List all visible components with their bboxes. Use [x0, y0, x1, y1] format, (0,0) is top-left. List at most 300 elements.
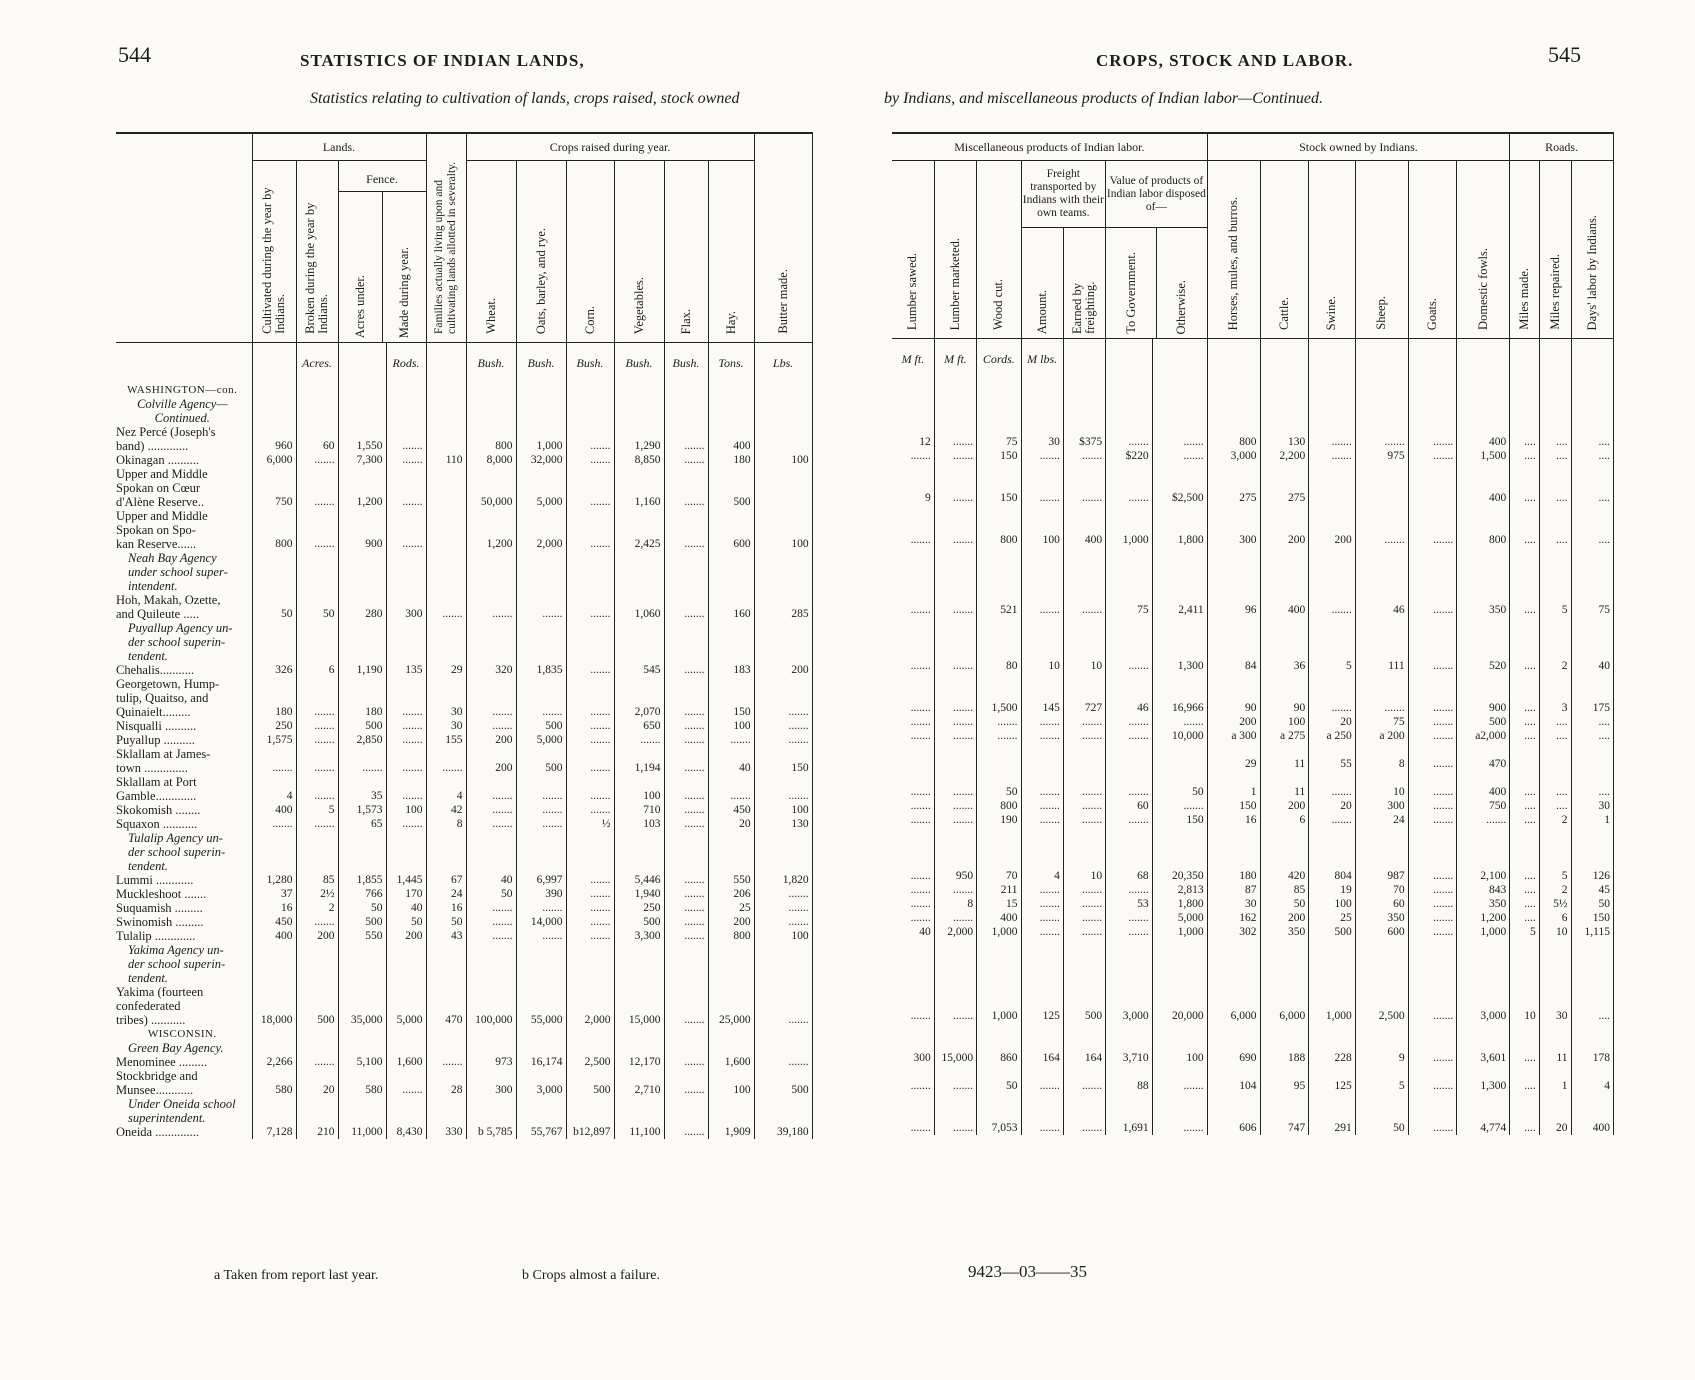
table-cell: ....... — [1309, 449, 1356, 463]
table-row — [116, 551, 812, 593]
table-cell: 65 — [338, 817, 386, 831]
table-cell — [977, 393, 1021, 421]
table-cell: 1,600 — [386, 1055, 426, 1069]
table-cell: ....... — [892, 799, 934, 813]
table-cell — [1207, 1037, 1260, 1051]
table-cell — [1510, 827, 1540, 869]
table-cell — [664, 1097, 708, 1125]
table-cell — [708, 1041, 754, 1055]
table-cell: 1,300 — [1152, 659, 1207, 673]
table-row — [116, 509, 812, 551]
table-cell: ....... — [664, 985, 708, 1027]
table-cell: ....... — [566, 915, 614, 929]
table-cell: 6 — [1539, 911, 1571, 925]
table-row — [892, 673, 1614, 715]
miles-repaired-header: Miles repaired. — [1539, 161, 1571, 339]
table-cell: 18,000 — [252, 985, 296, 1027]
table-cell: ....... — [664, 467, 708, 509]
table-cell: 200 — [1309, 505, 1356, 547]
table-row — [116, 831, 812, 873]
table-cell: 2,100 — [1457, 869, 1510, 883]
table-cell: 100 — [1021, 505, 1063, 547]
table-cell: ....... — [934, 1121, 976, 1135]
table-cell: ....... — [1021, 771, 1063, 799]
table-cell: .... — [1571, 421, 1613, 449]
table-cell: ....... — [426, 1055, 466, 1069]
table-cell: 20,000 — [1152, 981, 1207, 1023]
table-cell: 2,500 — [566, 1055, 614, 1069]
table-row — [892, 813, 1614, 827]
table-cell — [1408, 379, 1457, 393]
table-cell — [1021, 379, 1063, 393]
unit-cell — [1510, 339, 1540, 380]
table-cell: ....... — [1021, 463, 1063, 505]
table-cell: 400 — [1260, 589, 1309, 617]
table-cell: .... — [1539, 421, 1571, 449]
table-cell: ....... — [386, 467, 426, 509]
fence-group — [338, 161, 426, 343]
table-cell: ....... — [516, 929, 566, 943]
table-cell: 85 — [296, 873, 338, 887]
table-cell: ....... — [1106, 729, 1153, 743]
table-cell: 2,070 — [614, 677, 664, 719]
table-cell: 162 — [1207, 911, 1260, 925]
table-cell: 275 — [1260, 463, 1309, 505]
table-cell: ....... — [296, 453, 338, 467]
table-row — [116, 1055, 812, 1069]
table-cell: 470 — [1457, 743, 1510, 771]
table-cell: .... — [1510, 799, 1540, 813]
row-label: Puyallup .......... — [116, 733, 252, 747]
table-cell: 100 — [754, 929, 812, 943]
table-cell — [1571, 393, 1613, 421]
table-cell — [1408, 827, 1457, 869]
table-cell: ....... — [566, 719, 614, 733]
table-cell — [614, 621, 664, 663]
table-cell — [1260, 939, 1309, 981]
table-cell: 50 — [1260, 897, 1309, 911]
table-cell: 2½ — [296, 887, 338, 901]
table-cell: ....... — [934, 449, 976, 463]
table-cell: ....... — [566, 803, 614, 817]
table-cell — [1063, 1023, 1105, 1037]
table-cell: ....... — [1063, 813, 1105, 827]
table-cell — [754, 1097, 812, 1125]
table-cell — [338, 1097, 386, 1125]
table-row — [892, 1121, 1614, 1135]
table-cell — [1152, 547, 1207, 589]
table-cell — [754, 551, 812, 593]
unit-cell — [1309, 339, 1356, 380]
table-cell: ....... — [296, 915, 338, 929]
table-cell: ....... — [934, 813, 976, 827]
to-government-header: To Government. — [1106, 228, 1157, 338]
table-cell: 80 — [977, 659, 1021, 673]
row-label: Georgetown, Hump- tulip, Quaitso, and Quinaielt......... — [116, 677, 252, 719]
table-cell — [664, 831, 708, 873]
table-cell — [516, 1027, 566, 1041]
table-cell: 6 — [1260, 813, 1309, 827]
table-row — [116, 873, 812, 887]
table-cell: 4 — [252, 775, 296, 803]
row-label: Hoh, Makah, Ozette, and Quileute ..... — [116, 593, 252, 621]
table-cell: ....... — [1309, 813, 1356, 827]
table-cell: 500 — [754, 1069, 812, 1097]
table-cell: .... — [1539, 715, 1571, 729]
table-row — [116, 383, 812, 397]
table-cell — [1309, 1037, 1356, 1051]
table-cell: 8 — [426, 817, 466, 831]
row-label: Muckleshoot ....... — [116, 887, 252, 901]
table-cell: 100 — [1152, 1051, 1207, 1065]
row-label: Skokomish ........ — [116, 803, 252, 817]
table-cell: ....... — [386, 733, 426, 747]
table-cell: .... — [1571, 505, 1613, 547]
table-cell — [1510, 379, 1540, 393]
table-cell: ....... — [566, 901, 614, 915]
table-cell: 35,000 — [338, 985, 386, 1027]
table-cell: ....... — [664, 663, 708, 677]
table-cell: 400 — [1063, 505, 1105, 547]
unit-cell: Tons. — [708, 343, 754, 384]
table-cell: ....... — [566, 509, 614, 551]
table-cell: ....... — [1408, 981, 1457, 1023]
table-cell: .... — [1510, 729, 1540, 743]
table-cell: 7,300 — [338, 453, 386, 467]
hay-header: Hay. — [708, 161, 754, 343]
table-cell — [1510, 617, 1540, 659]
table-cell: ....... — [1408, 743, 1457, 771]
table-cell: 5 — [296, 803, 338, 817]
table-cell: 500 — [708, 467, 754, 509]
table-cell — [934, 743, 976, 771]
table-cell: 1 — [1571, 813, 1613, 827]
table-cell: ....... — [566, 677, 614, 719]
table-cell — [1539, 617, 1571, 659]
table-cell: ....... — [664, 593, 708, 621]
table-cell: 606 — [1207, 1121, 1260, 1135]
swine-header: Swine. — [1309, 161, 1356, 339]
table-cell — [466, 1097, 516, 1125]
table-cell — [252, 551, 296, 593]
table-cell: ....... — [252, 817, 296, 831]
table-cell — [1355, 379, 1408, 393]
table-cell: 10 — [1355, 771, 1408, 799]
table-cell: 40 — [708, 747, 754, 775]
table-cell — [1152, 393, 1207, 421]
table-cell: 750 — [252, 467, 296, 509]
table-cell: ....... — [566, 467, 614, 509]
table-cell: a 300 — [1207, 729, 1260, 743]
table-cell: ....... — [892, 869, 934, 883]
table-cell — [566, 1027, 614, 1041]
table-cell: 500 — [566, 1069, 614, 1097]
table-cell: ....... — [664, 803, 708, 817]
table-cell: 275 — [1207, 463, 1260, 505]
table-row — [116, 1041, 812, 1055]
goats-header: Goats. — [1408, 161, 1457, 339]
table-cell: ....... — [934, 1065, 976, 1093]
table-cell: 2,200 — [1260, 449, 1309, 463]
table-cell: ....... — [1063, 1121, 1105, 1135]
table-cell: ....... — [426, 747, 466, 775]
table-cell: 87 — [1207, 883, 1260, 897]
table-cell: ....... — [977, 729, 1021, 743]
table-cell: ....... — [1408, 799, 1457, 813]
table-cell: 35 — [338, 775, 386, 803]
row-label: Upper and Middle Spokan on Cœur d'Alène Reserve.. — [116, 467, 252, 509]
lands-group-header: Lands. — [252, 133, 426, 161]
table-cell: 1,800 — [1152, 505, 1207, 547]
row-label: Neah Bay Agency under school super- intendent. — [116, 551, 252, 593]
unit-cell: M ft. — [892, 339, 934, 380]
table-cell: 400 — [1571, 1121, 1613, 1135]
table-cell: ....... — [1106, 883, 1153, 897]
table-cell: .... — [1510, 505, 1540, 547]
table-row — [892, 393, 1614, 421]
table-cell: 8,000 — [466, 453, 516, 467]
table-cell — [516, 383, 566, 397]
cultivated-header: Cultivated during the year by Indians. — [252, 161, 296, 343]
table-cell: 100 — [708, 719, 754, 733]
row-label: Menominee ......... — [116, 1055, 252, 1069]
table-cell — [1571, 1093, 1613, 1121]
row-label: Tulalip Agency un- der school superin- tendent. — [116, 831, 252, 873]
table-cell: 4 — [1021, 869, 1063, 883]
table-cell: ....... — [664, 817, 708, 831]
table-cell: 55,000 — [516, 985, 566, 1027]
table-row — [892, 715, 1614, 729]
table-cell: ....... — [754, 901, 812, 915]
table-cell: 747 — [1260, 1121, 1309, 1135]
table-cell: ....... — [1106, 659, 1153, 673]
table-cell: ....... — [566, 747, 614, 775]
table-cell — [754, 467, 812, 509]
table-cell: 5,000 — [386, 985, 426, 1027]
table-cell: ....... — [516, 817, 566, 831]
table-cell: .... — [1510, 869, 1540, 883]
table-cell — [1106, 743, 1153, 771]
table-cell — [516, 943, 566, 985]
table-cell — [252, 397, 296, 425]
table-cell — [1510, 1037, 1540, 1051]
table-row — [892, 883, 1614, 897]
table-cell: ....... — [892, 883, 934, 897]
table-cell: 75 — [977, 421, 1021, 449]
table-cell — [1408, 547, 1457, 589]
table-cell: 350 — [1457, 897, 1510, 911]
table-cell — [934, 1093, 976, 1121]
table-cell: ....... — [977, 715, 1021, 729]
table-cell: 50 — [977, 1065, 1021, 1093]
table-cell: 580 — [252, 1069, 296, 1097]
table-cell — [1457, 617, 1510, 659]
table-cell — [1457, 547, 1510, 589]
table-cell: 2,000 — [566, 985, 614, 1027]
table-cell — [1510, 1023, 1540, 1037]
table-row — [116, 467, 812, 509]
table-cell: ....... — [1021, 1121, 1063, 1135]
table-cell — [252, 621, 296, 663]
table-row — [116, 1097, 812, 1125]
table-cell: ....... — [1021, 715, 1063, 729]
table-cell: 50 — [338, 901, 386, 915]
table-cell: 400 — [1457, 463, 1510, 505]
table-cell: ....... — [1021, 799, 1063, 813]
table-cell: ....... — [1152, 449, 1207, 463]
table-row — [892, 1093, 1614, 1121]
table-cell: 5,000 — [1152, 911, 1207, 925]
table-cell — [296, 383, 338, 397]
table-cell: ....... — [1408, 911, 1457, 925]
table-cell: ½ — [566, 817, 614, 831]
table-cell: ....... — [566, 873, 614, 887]
table-cell — [426, 383, 466, 397]
table-cell: 200 — [296, 929, 338, 943]
table-cell: ....... — [664, 733, 708, 747]
table-row — [892, 827, 1614, 869]
table-cell: 50 — [1571, 897, 1613, 911]
table-cell: 350 — [1355, 911, 1408, 925]
table-cell: ....... — [1408, 813, 1457, 827]
table-cell — [1021, 743, 1063, 771]
value-group — [1106, 161, 1208, 339]
table-row — [116, 425, 812, 453]
unit-cell: Acres. — [296, 343, 338, 384]
table-cell — [1207, 827, 1260, 869]
roads-group-header: Roads. — [1510, 133, 1614, 161]
table-cell: 1,691 — [1106, 1121, 1153, 1135]
row-label: WASHINGTON—con. — [116, 383, 252, 397]
table-cell: ....... — [664, 775, 708, 803]
table-cell: 400 — [1457, 771, 1510, 799]
unit-cell — [1106, 339, 1153, 380]
table-cell: 3,000 — [516, 1069, 566, 1097]
table-cell: ....... — [664, 915, 708, 929]
table-cell: 2 — [1539, 659, 1571, 673]
table-cell: 5,000 — [516, 733, 566, 747]
table-cell: 800 — [1207, 421, 1260, 449]
table-cell: 20,350 — [1152, 869, 1207, 883]
row-label: Upper and Middle Spokan on Spo- kan Reserve...... — [116, 509, 252, 551]
table-cell: 206 — [708, 887, 754, 901]
table-cell: 600 — [1355, 925, 1408, 939]
table-cell: .... — [1539, 449, 1571, 463]
table-cell: ....... — [664, 929, 708, 943]
table-cell: ....... — [1408, 505, 1457, 547]
unit-cell: Bush. — [664, 343, 708, 384]
table-cell: 580 — [338, 1069, 386, 1097]
table-cell: ....... — [754, 1055, 812, 1069]
table-cell: ....... — [934, 463, 976, 505]
table-cell: ....... — [934, 911, 976, 925]
table-cell: ....... — [296, 467, 338, 509]
table-cell: 350 — [1457, 589, 1510, 617]
table-cell — [1063, 379, 1105, 393]
table-cell — [614, 1027, 664, 1041]
table-cell: 20 — [708, 817, 754, 831]
table-cell: 326 — [252, 663, 296, 677]
table-cell: 843 — [1457, 883, 1510, 897]
table-cell: ....... — [1408, 715, 1457, 729]
table-cell — [1106, 393, 1153, 421]
table-row — [116, 803, 812, 817]
unit-cell — [1457, 339, 1510, 380]
table-cell — [1106, 379, 1153, 393]
table-cell: ....... — [338, 747, 386, 775]
table-cell: 100 — [386, 803, 426, 817]
table-cell: ....... — [252, 747, 296, 775]
table-cell — [426, 467, 466, 509]
table-cell: ....... — [566, 593, 614, 621]
table-row — [892, 729, 1614, 743]
table-cell — [426, 425, 466, 453]
table-cell: ....... — [296, 1055, 338, 1069]
table-cell: 200 — [754, 663, 812, 677]
table-cell: 42 — [426, 803, 466, 817]
table-cell: ....... — [754, 775, 812, 803]
table-cell: ....... — [754, 887, 812, 901]
footnote-a: a Taken from report last year. — [214, 1268, 379, 1283]
table-cell: 180 — [252, 677, 296, 719]
table-cell — [1510, 1093, 1540, 1121]
table-row — [892, 589, 1614, 617]
table-cell — [426, 397, 466, 425]
table-cell: 8 — [1355, 743, 1408, 771]
unit-cell — [1207, 339, 1260, 380]
table-cell: 950 — [934, 869, 976, 883]
table-cell: 170 — [386, 887, 426, 901]
table-cell: 50 — [386, 915, 426, 929]
table-cell — [1021, 1093, 1063, 1121]
table-cell: ....... — [934, 883, 976, 897]
table-cell: 250 — [252, 719, 296, 733]
table-row — [892, 659, 1614, 673]
table-cell: 1,909 — [708, 1125, 754, 1139]
table-cell — [386, 1097, 426, 1125]
table-cell: .... — [1510, 449, 1540, 463]
unit-cell: M ft. — [934, 339, 976, 380]
table-cell — [1355, 617, 1408, 659]
table-cell — [1457, 827, 1510, 869]
table-cell — [1539, 939, 1571, 981]
table-row — [892, 869, 1614, 883]
table-cell: 4 — [1571, 1065, 1613, 1093]
table-cell — [1457, 939, 1510, 981]
table-cell: 50 — [426, 915, 466, 929]
table-cell: 180 — [708, 453, 754, 467]
table-cell — [754, 621, 812, 663]
table-cell: ....... — [664, 1069, 708, 1097]
units-row — [892, 339, 1614, 380]
table-cell: a 250 — [1309, 729, 1356, 743]
table-cell: 11,000 — [338, 1125, 386, 1139]
table-cell: 88 — [1106, 1065, 1153, 1093]
table-cell: ....... — [934, 659, 976, 673]
table-cell — [1260, 1093, 1309, 1121]
table-cell: ....... — [1309, 673, 1356, 715]
table-cell: 150 — [977, 463, 1021, 505]
table-cell: 1,280 — [252, 873, 296, 887]
table-cell: 100,000 — [466, 985, 516, 1027]
row-label: Sklallam at James- town .............. — [116, 747, 252, 775]
table-cell: .... — [1571, 981, 1613, 1023]
table-cell — [1106, 1023, 1153, 1037]
table-cell: ....... — [1106, 911, 1153, 925]
table-cell: 1,800 — [1152, 897, 1207, 911]
table-cell: ....... — [566, 929, 614, 943]
table-cell — [1260, 1023, 1309, 1037]
